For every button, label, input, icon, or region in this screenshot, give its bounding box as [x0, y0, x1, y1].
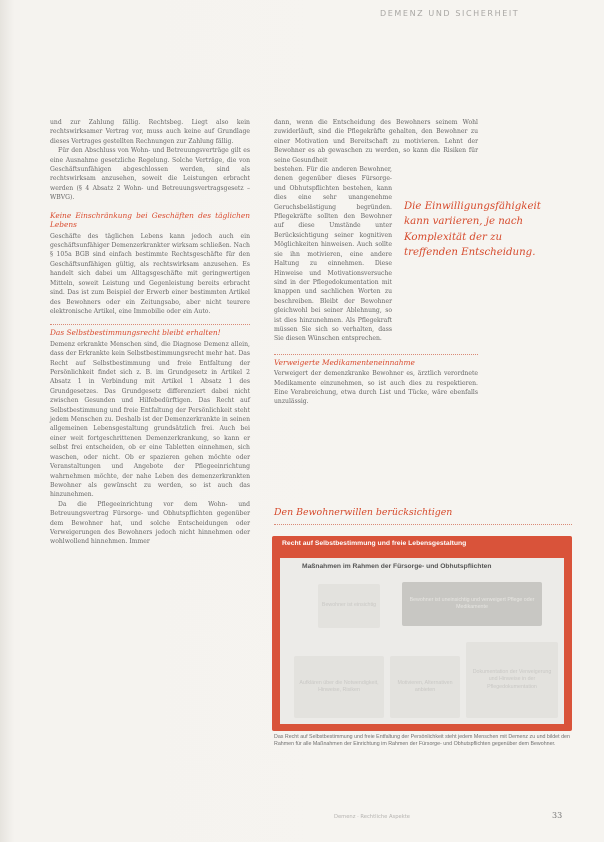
text-column-left [50, 118, 250, 547]
text-column-right [274, 118, 478, 407]
diagram-box: Motivieren, Alternativen anbieten [390, 656, 460, 718]
diagram-outer-label: Recht auf Selbstbestimmung und freie Lebensgestaltung [282, 540, 467, 547]
page-number: 33 [552, 811, 563, 820]
paragraph: dann, wenn die Entscheidung des Bewohners seinem Wohl zuwiderläuft, sind die Pflegekräfte gehalten, den Bewohner zu einer Motivation und Bereitschaft zu motivieren. Lehnt der Bewohner es ab gewaschen zu werden, so kann die Risiken für seine Gesundheit [274, 119, 478, 164]
paragraph: und zur Zahlung fällig. Rechtsbeg. Liegt also kein rechtswirksamer Vertrag vor, muss auch keine auf Grundlage dieses Vertrages gestellten Rechnungen zur Zahlung fällig. [50, 119, 250, 145]
diagram [272, 536, 572, 731]
section-heading: Keine Einschränkung bei Geschäften des täglichen Lebens [50, 210, 250, 230]
figure-caption: Das Recht auf Selbstbestimmung und freie Entfaltung der Persönlichkeit steht jedem Menschen mit Demenz zu und bildet den Rahmen für alle Maßnahmen der Einrichtung im Rahmen der Fürsorge- und Obhutspflichten gegenüber dem Bewohner. [274, 734, 570, 747]
diagram-inner-label: Maßnahmen im Rahmen der Fürsorge- und Obhutspflichten [302, 563, 492, 570]
diagram-box: Aufklären über die Notwendigkeit, Hinweise, Risiken [294, 656, 384, 718]
diagram-box: Bewohner ist uneinsichtig und verweigert Pflege oder Medikamente [402, 582, 542, 626]
paragraph: Verweigert der demenzkranke Bewohner es, ärztlich verordnete Medikamente einzunehmen, so ist auch dies zu respektieren. Eine Verabreichung, etwa durch List und Tücke, wäre ebenfalls unzulässig. [274, 370, 478, 406]
footer: Demenz · Rechtliche Aspekte [334, 814, 410, 820]
diagram-inner-panel [280, 558, 564, 724]
paragraph: Demenz erkrankte Menschen sind, die Diagnose Demenz allein, dass der Erkrankte kein Selbstbestimmungsrecht mehr hat. Das Recht auf Selbstbestimmung und freie Entfaltung der Persönlichkeit findet sich z. B. im Grundgesetz in Artikel 2 Absatz 1 in Verbindung mit Artikel 1 Absatz 1 des Grundgesetzes. Das Grundgesetz differenziert dabei nicht zwischen Gesunden und Hilfebedürftigen. Das Recht auf Selbstbestimmung und freie Entfaltung der Persönlichkeit steht jedem Menschen zu. Deshalb ist der Demenzerkrankte in seinen allgemeinen Lebensgestaltung grundsätzlich frei. Auch bei einer weit fortgeschrittenen Demenzerkrankung, so kann er selbst frei entscheiden, ob er eine Tabletten einnehmen, sich waschen, oder nicht. Ob er spazieren gehen möchte oder Veranstaltungen und Angebote der Pflegeeinrichtung wahrnehmen möchte, der nahe Leben des demenzerkrankten Bewohner als gewünscht zu werden, so ist auch das hinzunehmen. [50, 340, 250, 499]
section-heading: Verweigerte Medikamenteneinnahme [274, 354, 478, 368]
diagram-box: Bewohner ist einsichtig [318, 584, 380, 628]
section-heading: Das Selbstbestimmungsrecht bleibt erhalten! [50, 324, 250, 338]
paragraph: Geschäfte des täglichen Lebens kann jedoch auch ein geschäftsunfähiger Demenzerkrankter wirksam schließen. Nach § 105a BGB sind einfach bestimmte Rechtsgeschäfte für den Geschäftsunfähigen gültig, als rechtswirksam anzusehen. Es handelt sich dabei um Alltagsgeschäfte mit geringwertigen Mitteln, soweit Leistung und Gegenleistung bereits erbracht sind. Das ist zum Beispiel der Erwerb einer bestimmten Artikel des Bewohners oder ein Zeitungsabo, aber nicht teurere elektronische Artikel, eine Immobilie oder ein Auto. [50, 232, 250, 315]
figure-title: Den Bewohnerwillen berücksichtigen [274, 507, 572, 525]
running-header: DEMENZ UND SICHERHEIT [380, 9, 520, 18]
paragraph: Für den Abschluss von Wohn- und Betreuungsverträge gilt es eine Ausnahme gesetzliche Regelung. Solche Verträge, die von Geschäftsunfähigen abgeschlossen werden, sind als rechtswirksam anzusehen, soweit die Leistungen erbracht werden (§ 4 Absatz 2 Wohn- und Betreuungsvertragsgesetz – WBVG). [50, 147, 250, 202]
paragraph: bestehen. Für die anderen Bewohner, denen gegenüber dieses Fürsorge- und Obhutspflichten bestehen, kann dies eine sehr unangenehme Geruchsbelästigung begründen. Pflegekräfte sollten den Bewohner auf diese Umstände unter Berücksichtigung seiner kognitiven Möglichkeiten hinweisen. Auch sollte sie ihn motivieren, eine andere Haltung zu einnehmen. Diese Hinweise und Motivationsversuche sind in der Pflegedokumentation mit knappen und sachlichen Worten zu beschreiben. Bleibt der Bewohner gleichwohl bei seiner Ablehnung, so ist dies hinzunehmen. Als Pflegekraft müssen Sie sich so verhalten, dass Sie diesen Wünschen entsprechen. [274, 166, 392, 343]
diagram-box: Dokumentation der Verweigerung und Hinweise in der Pflegedokumentation [466, 642, 558, 718]
pull-quote: Die Einwilligungsfähigkeit kann variieren, je nach Komplexität der zu treffenden Entscheidung. [404, 201, 541, 259]
paragraph: Da die Pflegeeinrichtung vor dem Wohn- und Betreuungsvertrag Fürsorge- und Obhutspflichten gegenüber dem Bewohner hat, und solche Entscheidungen oder Verweigerungen des Bewohners jedoch nicht hinnehmen oder wohlwollend hinnehmen. Immer [50, 500, 250, 546]
